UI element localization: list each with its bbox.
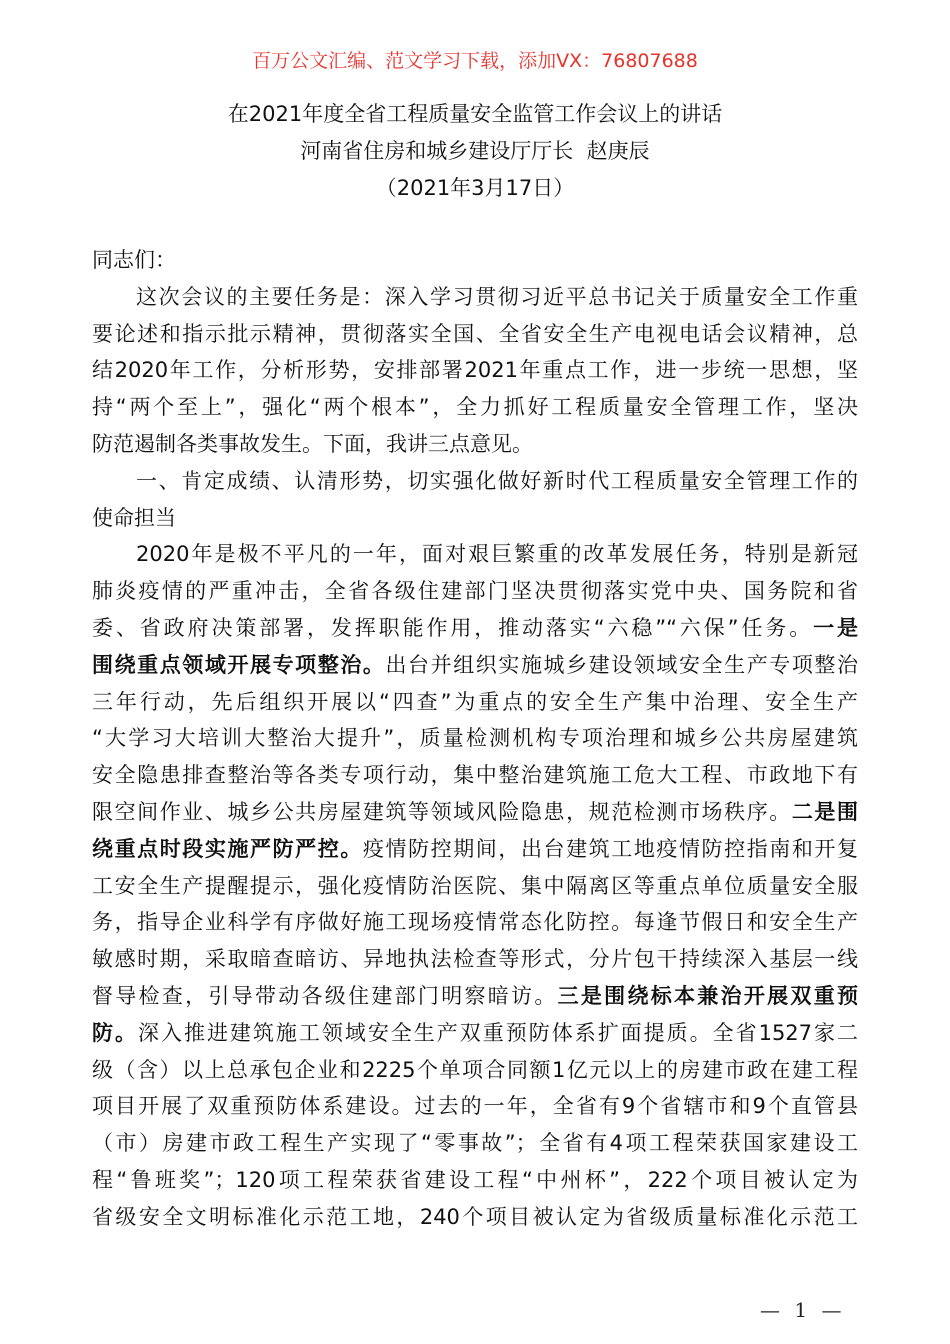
text-line — [92, 794, 858, 831]
text-line — [92, 647, 858, 684]
text-line — [92, 684, 858, 721]
text-line — [92, 536, 858, 573]
text-line — [92, 573, 858, 610]
text-segment: 一、肯定成绩、认清形势，切实强化做好新时代工程质量安全管理工作的 — [136, 468, 858, 493]
text-line — [92, 463, 858, 500]
text-segment: 程“鲁班奖”；120项工程荣获省建设工程“中州杯”，222个项目被认定为 — [92, 1167, 858, 1192]
text-segment: 限空间作业、城乡公共房屋建筑等领域风险隐患，规范检测市场秩序。 — [92, 799, 792, 824]
text-line — [92, 279, 858, 316]
text-segment: 要论述和指示批示精神，贯彻落实全国、全省安全生产电视电话会议精神，总 — [92, 321, 858, 346]
speech-title: 在2021年度全省工程质量安全监管工作会议上的讲话 — [227, 102, 723, 126]
text-segment: 使命担当 — [92, 505, 176, 530]
document-body — [92, 242, 858, 1236]
text-line — [92, 426, 858, 463]
text-line — [92, 389, 858, 426]
text-line — [92, 1125, 858, 1162]
text-line — [92, 904, 858, 941]
text-line — [92, 242, 858, 279]
text-line — [92, 1162, 858, 1199]
text-segment: 疫情防控期间，出台建筑工地疫情防控指南和开复 — [362, 836, 859, 861]
bold-text-segment: 二是围 — [791, 799, 859, 824]
text-line — [92, 352, 858, 389]
bold-text-segment: 围绕重点领域开展专项整治。 — [92, 652, 386, 677]
text-segment: 委、省政府决策部署，发挥职能作用，推动落实“六稳”“六保”任务。 — [92, 615, 814, 640]
text-line — [92, 868, 858, 905]
text-segment: 深入推进建筑施工领域安全生产双重预防体系扩面提质。全省1527家二 — [137, 1020, 859, 1045]
text-line — [92, 1199, 858, 1236]
text-line — [92, 757, 858, 794]
text-segment: 防范遏制各类事故发生。下面，我讲三点意见。 — [92, 431, 533, 456]
text-segment: 级（含）以上总承包企业和2225个单项合同额1亿元以上的房建市政在建工程 — [92, 1057, 858, 1082]
text-segment: 工安全生产提醒提示，强化疫情防治医院、集中隔离区等重点单位质量安全服 — [92, 873, 858, 898]
text-line — [92, 500, 858, 537]
text-segment: 省级安全文明标准化示范工地，240个项目被认定为省级质量标准化示范工 — [92, 1204, 858, 1229]
text-line — [92, 941, 858, 978]
text-segment: 督导检查，引导带动各级住建部门明察暗访。 — [92, 983, 558, 1008]
text-line — [92, 978, 858, 1015]
bold-text-segment: 三是围绕标本兼治开展双重预 — [557, 983, 858, 1008]
text-segment: 肺炎疫情的严重冲击，全省各级住建部门坚决贯彻落实党中央、国务院和省 — [92, 579, 858, 604]
speech-date: （2021年3月17日） — [375, 176, 575, 200]
text-line — [92, 831, 858, 868]
text-segment: 同志们： — [92, 248, 176, 272]
text-line — [92, 1088, 858, 1125]
text-line — [92, 316, 858, 353]
page-number: — 1 — — [760, 1298, 846, 1322]
text-line — [92, 1015, 858, 1052]
text-line — [92, 610, 858, 647]
text-segment: 敏感时期，采取暗查暗访、异地执法检查等形式，分片包干持续深入基层一线 — [92, 947, 858, 972]
text-segment: 三年行动，先后组织开展以“四查”为重点的安全生产集中治理、安全生产 — [92, 689, 858, 714]
text-segment: 结2020年工作，分析形势，安排部署2021年重点工作，进一步统一思想，坚 — [92, 358, 858, 383]
speaker-line: 河南省住房和城乡建设厅厅长 赵庚辰 — [300, 139, 650, 163]
bold-text-segment: 防。 — [92, 1020, 138, 1045]
bold-text-segment: 一是 — [813, 615, 858, 640]
text-line — [92, 1052, 858, 1089]
watermark-banner: 百万公文汇编、范文学习下载，添加VX：76807688 — [252, 50, 698, 72]
text-segment: 项目开展了双重预防体系建设。过去的一年，全省有9个省辖市和9个直管县 — [92, 1094, 858, 1119]
text-segment: 务，指导企业科学有序做好施工现场疫情常态化防控。每逢节假日和安全生产 — [92, 910, 858, 935]
text-segment: 持“两个至上”，强化“两个根本”，全力抓好工程质量安全管理工作，坚决 — [92, 395, 858, 420]
text-segment: 出台并组织实施城乡建设领域安全生产专项整治 — [385, 652, 858, 677]
text-segment: 这次会议的主要任务是：深入学习贯彻习近平总书记关于质量安全工作重 — [136, 284, 858, 309]
text-segment: （市）房建市政工程生产实现了“零事故”；全省有4项工程荣获国家建设工 — [92, 1131, 858, 1156]
text-segment: 安全隐患排查整治等各类专项行动，集中整治建筑施工危大工程、市政地下有 — [92, 763, 858, 788]
text-line — [92, 720, 858, 757]
text-segment: 2020年是极不平凡的一年，面对艰巨繁重的改革发展任务，特别是新冠 — [136, 542, 858, 567]
text-segment: “大学习大培训大整治大提升”，质量检测机构专项治理和城乡公共房屋建筑 — [92, 726, 858, 751]
bold-text-segment: 绕重点时段实施严防严控。 — [92, 836, 363, 861]
